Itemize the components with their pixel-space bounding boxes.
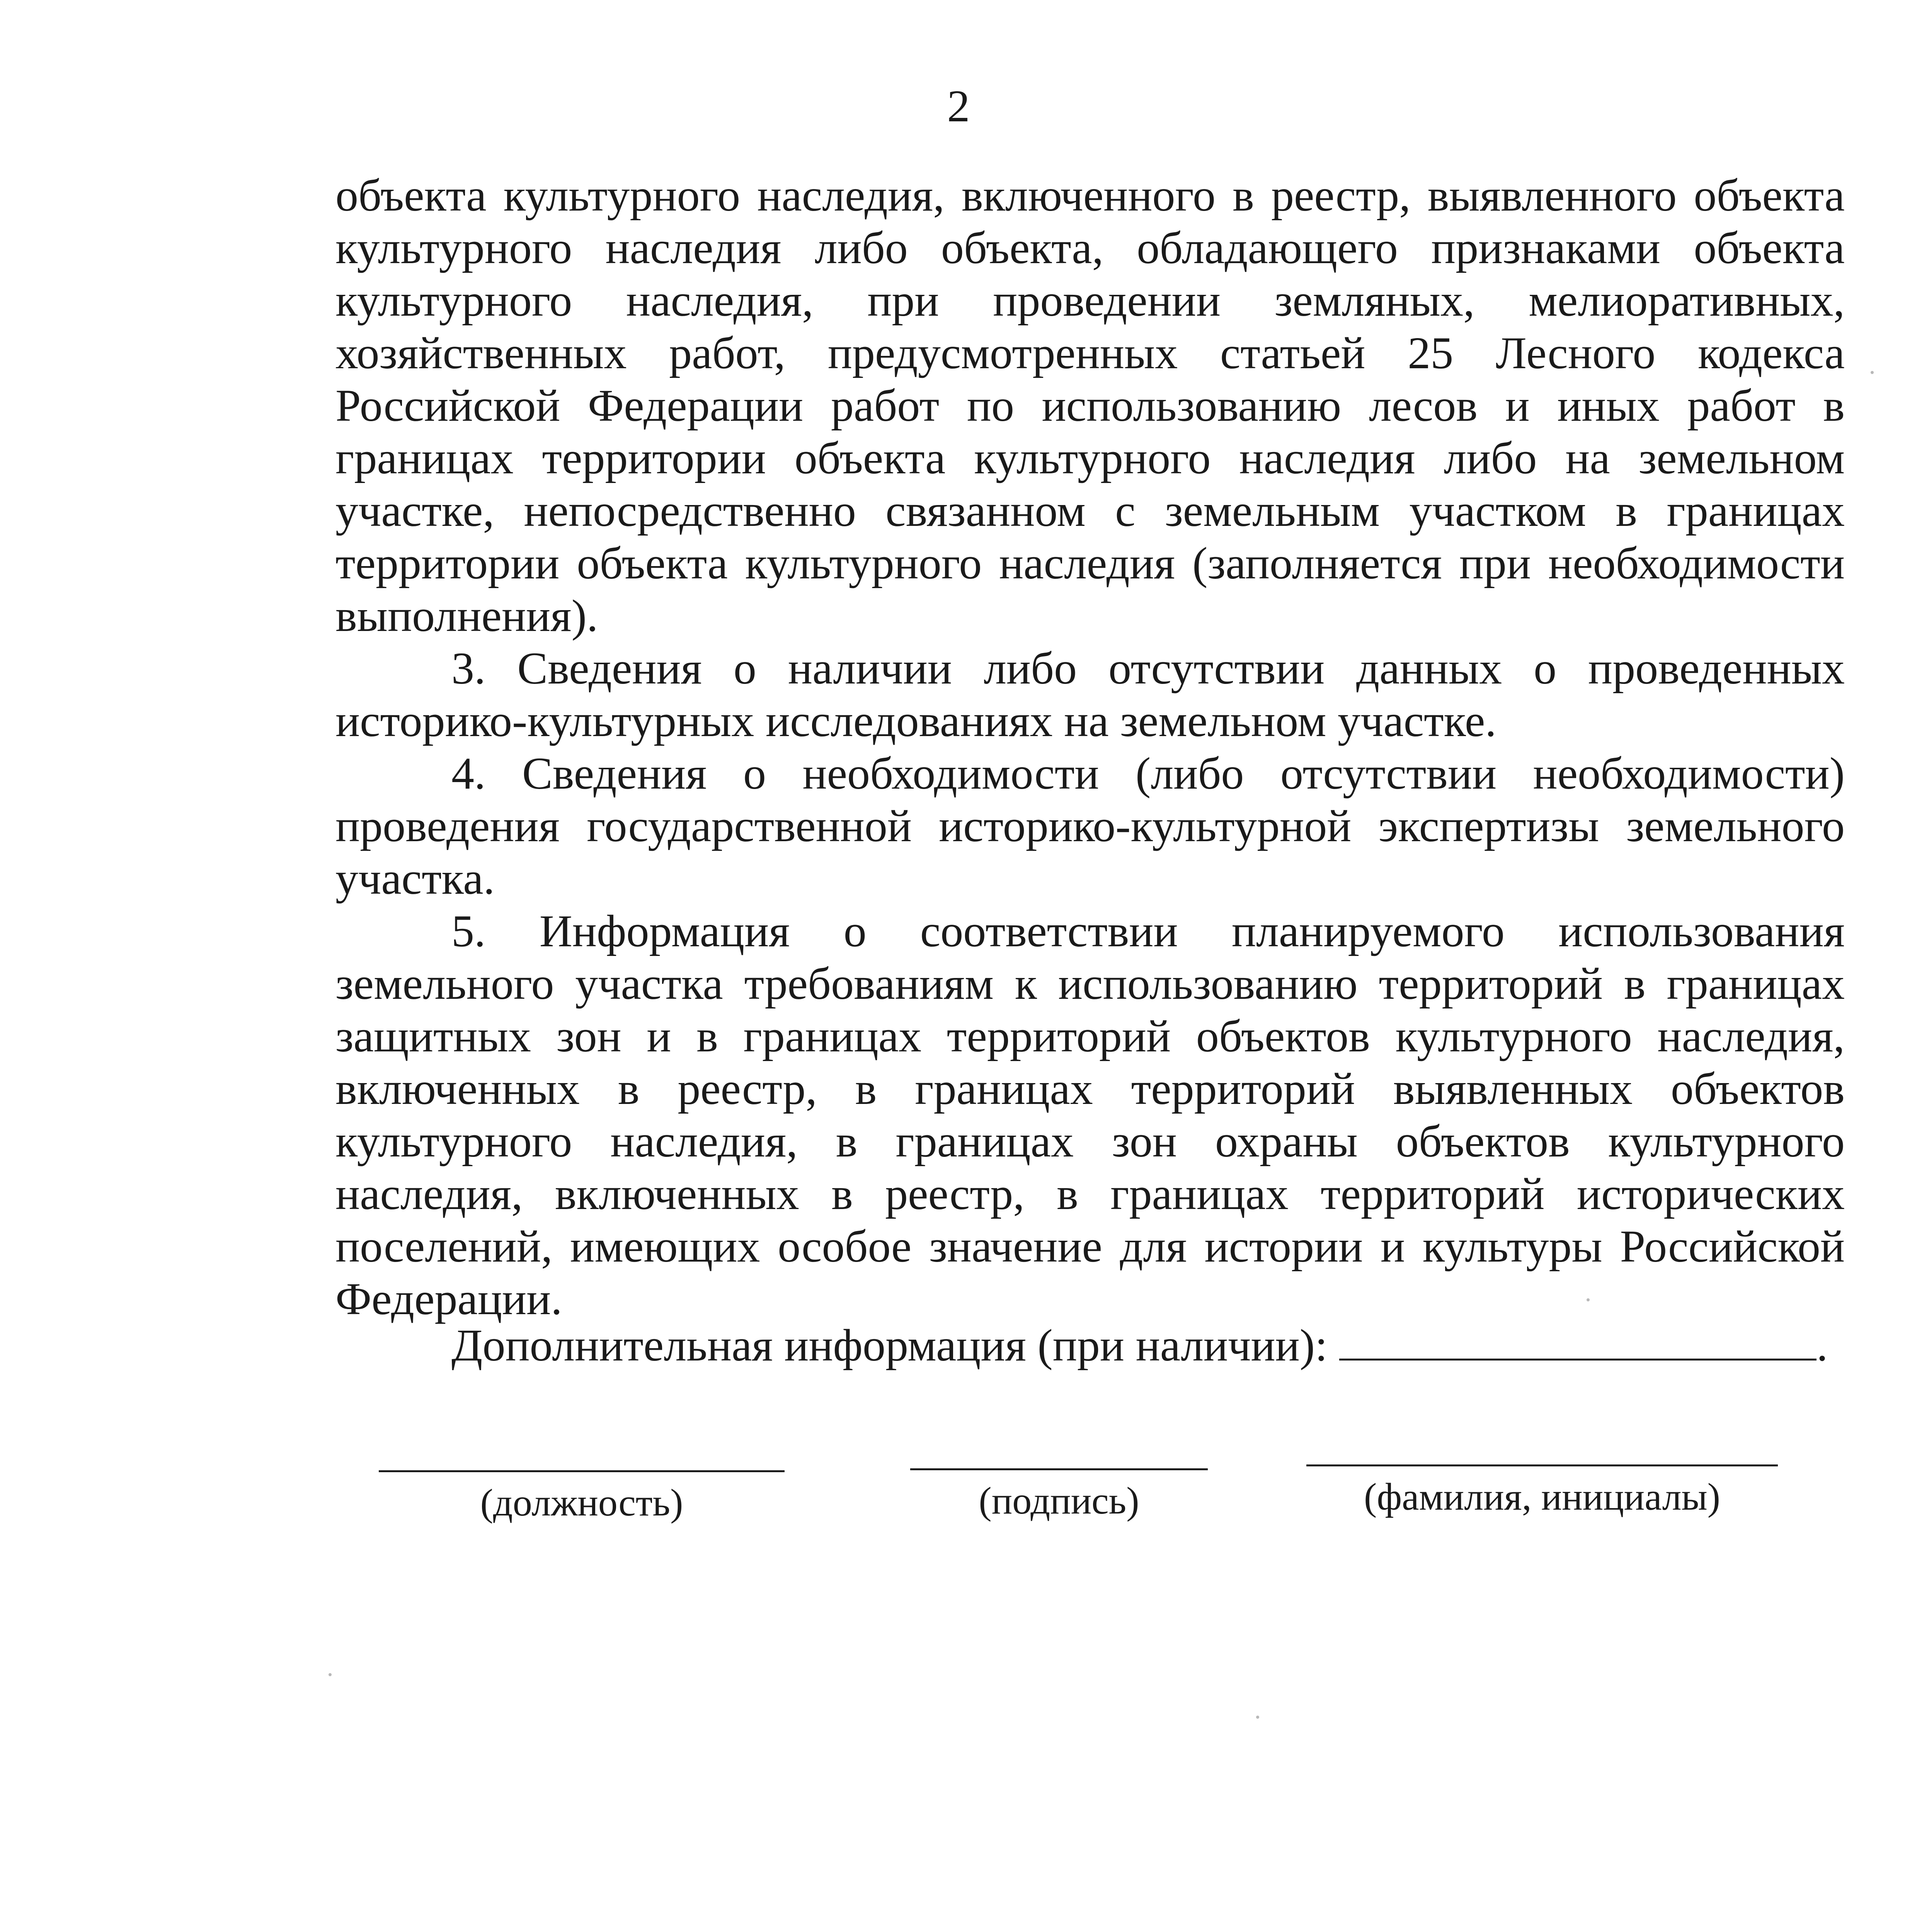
name-caption: (фамилия, инициалы): [1364, 1475, 1720, 1518]
signature-field-position: [379, 1470, 785, 1528]
additional-info-blank: [1339, 1321, 1817, 1361]
paragraph-item-5: 5. Информация о соответствии планируемого использования земельного участка требованиям к использованию территорий в границах защитных зон и в границах территорий объектов культурного наследия, включенных в реестр, в границах территорий выявленных объектов культурного наследия, в границах зон охраны объектов культурного наследия, включенных в реестр, в границах территорий исторических поселений, имеющих особое значение для истории и культуры Российской Федерации.: [335, 906, 1845, 1324]
document-body: [335, 169, 1845, 1325]
paragraph-continuation: объекта культурного наследия, включенного в реестр, выявленного объекта культурного наследия либо объекта, обладающего признаками объекта культурного наследия, при проведении земляных, мелиоративных, хозяйственных работ, предусмотренных статьей 25 Лесного кодекса Российской Федерации работ по использованию лесов и иных работ в границах территории объекта культурного наследия либо на земельном участке, непосредственно связанном с земельным участком в границах территории объекта культурного наследия (заполняется при необходимости выполнения).: [335, 170, 1845, 641]
page-number: 2: [947, 81, 970, 131]
name-blank-line: [1306, 1464, 1778, 1466]
scan-speck: [329, 1673, 332, 1676]
scan-speck: [1587, 1298, 1590, 1301]
paragraph-item-3: 3. Сведения о наличии либо отсутствии данных о проведенных историко-культурных исследованиях на земельном участке.: [335, 643, 1845, 746]
additional-info-line: [451, 1318, 1845, 1372]
additional-info-label: Дополнительная информация (при наличии):: [451, 1320, 1328, 1371]
scan-speck: [1871, 371, 1874, 374]
paragraph-item-4: 4. Сведения о необходимости (либо отсутствии необходимости) проведения государственной историко-культурной экспертизы земельного участка.: [335, 748, 1845, 904]
additional-info-terminator: .: [1816, 1320, 1828, 1371]
signature-field-signature: [910, 1468, 1208, 1526]
position-blank-line: [379, 1470, 785, 1472]
signature-blank-line: [910, 1468, 1208, 1470]
scan-speck: [1256, 1716, 1259, 1719]
signature-caption: (подпись): [979, 1479, 1139, 1522]
position-caption: (должность): [480, 1481, 683, 1524]
signature-field-name: [1306, 1464, 1778, 1522]
